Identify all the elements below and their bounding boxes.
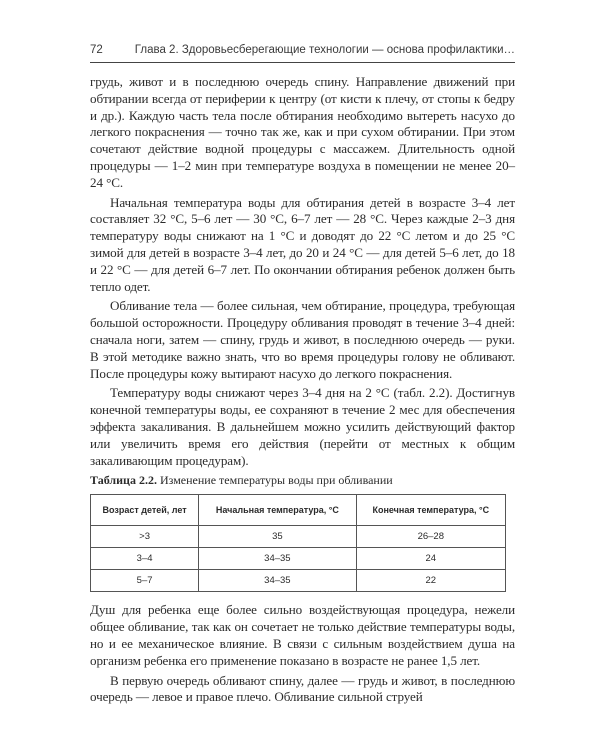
table-header-row <box>91 495 506 526</box>
column-header-start-temp: Начальная температура, °С <box>199 495 356 526</box>
paragraph: Начальная температура воды для обтирания детей в возрасте 3–4 лет составляет 32 °С, 5–6 лет — 30 °С, 6–7 лет — 28 °С. Через каждые 2–3 дня температуру воды снижают на 1 °С и доводят до 22 °С летом и до 25 °С зимой для детей в возрасте 3–4 лет, до 20 и 24 °С — для детей 5–6 лет, до 18 и 22 °С — для детей 6–7 лет. По окончании обтирания ребенок должен быть тепло одет. <box>90 194 515 294</box>
paragraph: Температуру воды снижают через 3–4 дня на 2 °С (табл. 2.2). Достигнув конечной температуры воды, ее сохраняют в течение 2 мес для обеспечения эффекта закаливания. В дальнейшем можно усилить действующий фактор или увеличить время его действия (перейти от местных к общим закаливающим процедурам). <box>90 385 515 468</box>
water-temperature-table <box>90 494 506 592</box>
table-cell: >3 <box>91 526 199 548</box>
book-page <box>90 40 515 730</box>
paragraph: В первую очередь обливают спину, далее — грудь и живот, в последнюю очередь — левое и правое плечо. Обливание сильной струей <box>90 672 515 705</box>
table-caption <box>90 473 515 488</box>
page-number: 72 <box>90 44 103 56</box>
running-head: Глава 2. Здоровьесберегающие технологии — основа профилактики… <box>134 44 515 56</box>
table-row <box>91 548 506 570</box>
paragraph: грудь, живот и в последнюю очередь спину. Направление движений при обтирании всегда от периферии к центру (от кисти к плечу, от стопы к бедру и др.). Каждую часть тела после обтирания необходимо вытереть насухо до легкого покраснения — точно так же, как и при сухом обтирании. При этом сочетают действие водной процедуры с массажем. Длительность одной процедуры — 1–2 мин при температуре воздуха в помещении не менее 20–24 °С. <box>90 74 515 190</box>
table-row <box>91 570 506 592</box>
column-header-end-temp: Конечная температура, °С <box>356 495 505 526</box>
table-caption-number: Таблица 2.2. <box>90 473 157 488</box>
table-cell: 3–4 <box>91 548 199 570</box>
paragraph: Душ для ребенка еще более сильно воздействующая процедура, нежели общее обливание, так как он сочетает не только действие температуры воды, но и ее механическое влияние. В связи с сильным воздействием душа на организм ребенка его применение показано в возрасте не ранее 1,5 лет. <box>90 602 515 668</box>
table-caption-text: Изменение температуры воды при обливании <box>159 473 393 488</box>
table-cell: 5–7 <box>91 570 199 592</box>
table-cell: 35 <box>199 526 356 548</box>
table-cell: 24 <box>356 548 505 570</box>
table-cell: 26–28 <box>356 526 505 548</box>
table-cell: 22 <box>356 570 505 592</box>
table-row <box>91 526 506 548</box>
paragraph: Обливание тела — более сильная, чем обтирание, процедура, требующая большой осторожности. Процедуру обливания проводят в течение 3–4 дней: сначала ноги, затем — спину, грудь и живот, в последнюю очередь — руки. В этой методике важно знать, что во время процедуры голову не обливают. После процедуры кожу вытирают насухо до легкого покраснения. <box>90 298 515 381</box>
table-cell: 34–35 <box>199 570 356 592</box>
column-header-age: Возраст детей, лет <box>91 495 199 526</box>
table-cell: 34–35 <box>199 548 356 570</box>
page-header <box>90 40 515 63</box>
body-text <box>90 74 515 706</box>
